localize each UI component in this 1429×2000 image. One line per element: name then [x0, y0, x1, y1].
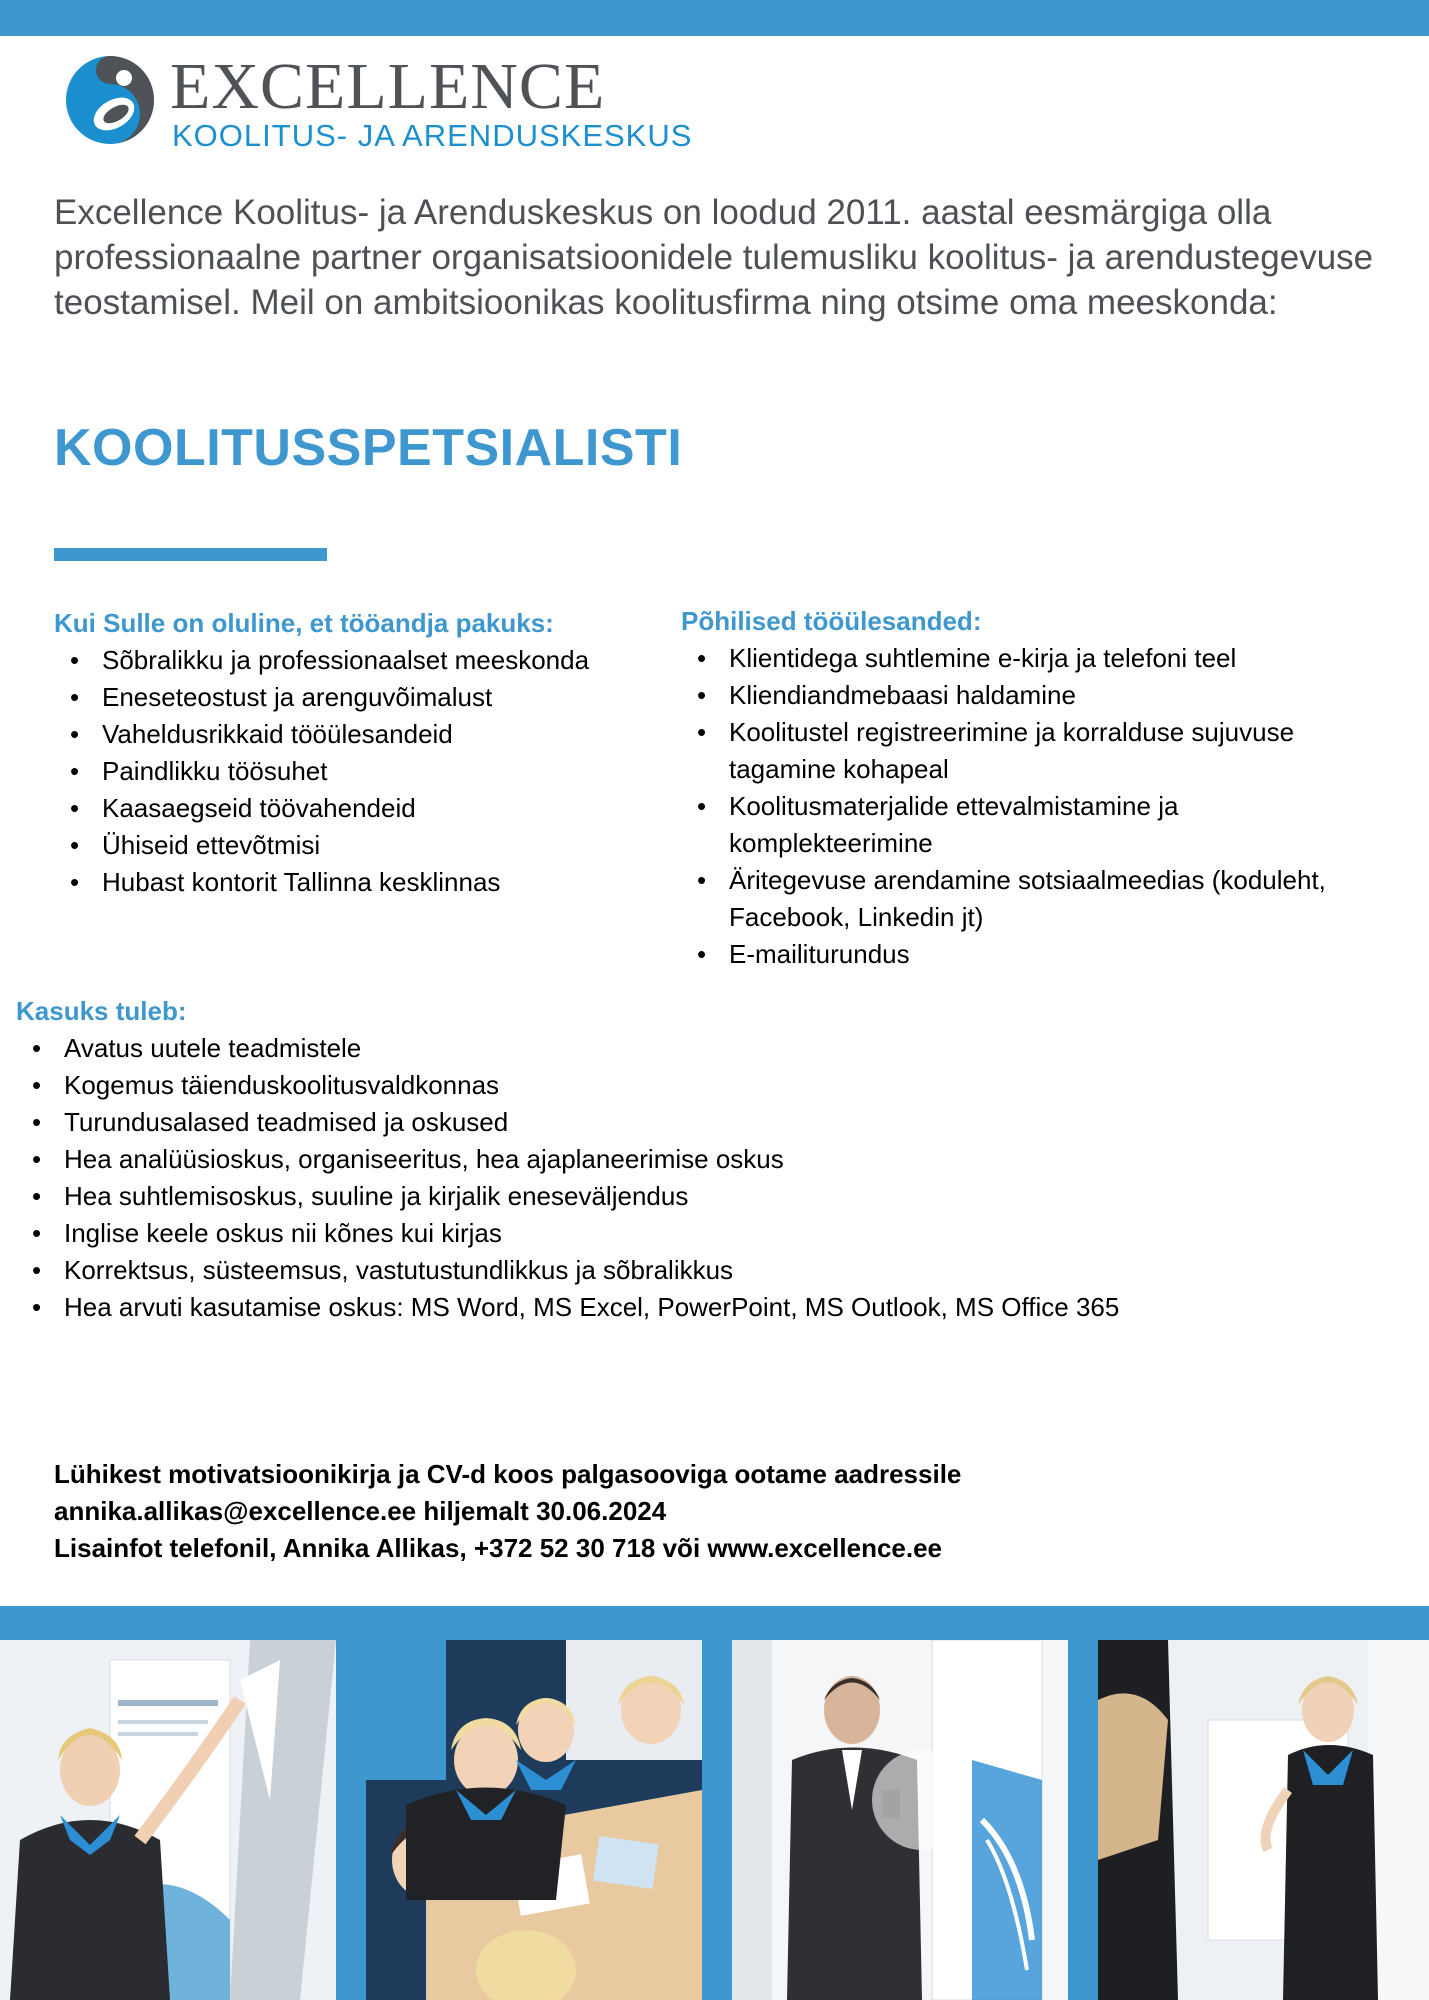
excellence-logo-icon: [64, 54, 156, 146]
list-item: • Äritegevuse arendamine sotsiaalmeedias (koduleht, Facebook, Linkedin jt): [681, 862, 1371, 936]
list-item: • Ühiseid ettevõtmisi: [54, 827, 654, 864]
list-item: • Klientidega suhtlemine e-kirja ja telefoni teel: [681, 640, 1371, 677]
advantages-list: [16, 1030, 1396, 1326]
list-item: • Kliendiandmebaasi haldamine: [681, 677, 1371, 714]
contact-line[interactable]: annika.allikas@excellence.ee hiljemalt 30.06.2024: [54, 1496, 667, 1526]
list-item: • Paindlikku töösuhet: [54, 753, 654, 790]
list-item: • Koolitusmaterjalide ettevalmistamine ja komplekteerimine: [681, 788, 1371, 862]
list-item: • Hea suhtlemisoskus, suuline ja kirjalik eneseväljendus: [16, 1178, 1396, 1215]
team-at-table-photo: [366, 1640, 702, 2000]
list-item: • Kogemus täienduskoolitusvaldkonnas: [16, 1067, 1396, 1104]
job-title: KOOLITUSSPETSIALISTI: [54, 419, 683, 477]
list-item: • Hubast kontorit Tallinna kesklinnas: [54, 864, 654, 901]
contact-block: [54, 1456, 1354, 1567]
contact-line[interactable]: Lisainfot telefonil, Annika Allikas, +372 52 30 718 või www.excellence.ee: [54, 1533, 943, 1563]
list-item: • Hea arvuti kasutamise oskus: MS Word, MS Excel, PowerPoint, MS Outlook, MS Office 365: [16, 1289, 1396, 1326]
list-item: • Koolitustel registreerimine ja korralduse sujuvuse tagamine kohapeal: [681, 714, 1371, 788]
list-item: • Eneseteostust ja arenguvõimalust: [54, 679, 654, 716]
list-item: • Sõbralikku ja professionaalset meeskonda: [54, 642, 654, 679]
tasks-heading: Põhilised tööülesanded:: [681, 606, 982, 636]
offer-heading: Kui Sulle on oluline, et tööandja pakuks:: [54, 608, 554, 638]
offer-list: [54, 642, 654, 901]
contact-line: Lühikest motivatsioonikirja ja CV-d koos palgasooviga ootame aadressile: [54, 1459, 962, 1489]
top-accent-bar: [0, 0, 1429, 36]
company-logo: [64, 52, 724, 156]
list-item: • Hea analüüsioskus, organiseeritus, hea ajaplaneerimise oskus: [16, 1141, 1396, 1178]
list-item: • Korrektsus, süsteemsus, vastutustundlikkus ja sõbralikkus: [16, 1252, 1396, 1289]
list-item: • Vaheldusrikkaid tööülesandeid: [54, 716, 654, 753]
logo-wordmark: EXCELLENCE: [170, 50, 606, 123]
list-item: • Avatus uutele teadmistele: [16, 1030, 1396, 1067]
list-item: • E-mailiturundus: [681, 936, 1371, 973]
list-item: • Inglise keele oskus nii kõnes kui kirjas: [16, 1215, 1396, 1252]
tasks-list: [681, 640, 1371, 973]
logo-subtitle: KOOLITUS- JA ARENDUSKESKUS: [172, 118, 693, 153]
presenter-photo: [1098, 1640, 1429, 2000]
trainer-at-flipchart-photo: [0, 1640, 336, 2000]
list-item: • Kaasaegseid töövahendeid: [54, 790, 654, 827]
advantages-heading: Kasuks tuleb:: [16, 996, 187, 1026]
list-item: • Turundusalased teadmised ja oskused: [16, 1104, 1396, 1141]
intro-paragraph: Excellence Koolitus- ja Arenduskeskus on loodud 2011. aastal eesmärgiga olla professionaalne partner organisatsioonidele tulemusliku koolitus- ja arendustegevuse teostamisel. Meil on ambitsioonikas koolitusfirma ning otsime oma meeskonda:: [54, 193, 1374, 322]
title-divider: [54, 548, 327, 561]
man-with-phone-photo: [732, 1640, 1068, 2000]
